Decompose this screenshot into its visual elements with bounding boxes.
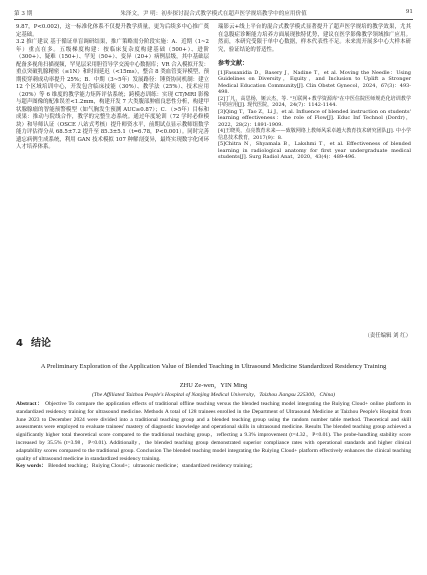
reference-item: [3]Qing T，Tao Z，Li J，et al. Influence of blended instruction on students' learning effectiveness：the role of Flow[J]. Educ Inf Technol (Dordr)，2022，28(2)：1891-1909. bbox=[218, 108, 411, 128]
english-abstract bbox=[16, 401, 411, 471]
abstract-text: Objective To compare the application effects of traditional offline teaching versus the blended teaching model integrating the Ruiying Cloud+ online platform in standardized residency training for ultrasound medicine. Methods A total of 128 trainees enrolled in the Department of Ultrasound Medicine at Taizhou People's Hospital from June 2023 to December 2024 were divided into a traditional teaching group and a blended teaching group using the random number table method. Theoretical and skill assessments were employed to evaluate trainees' mastery of diagnostic knowledge and operational skills in ultrasound medicine. Results The blended teaching group achieved a significantly higher total theoretical score compared to the traditional teaching group，reflecting a 9.3% improvement (t=4.32，P<0.01). The probe-handling stability score increased by 35.5% (t=3.98，P<0.01). Additionally，the blended teaching group demonstrated superior compliance rates with operational standards and higher clinical adaptability scores compared to the traditional group. Conclusion The blended teaching model integrating the Ruiying Cloud+ platform effectively enhances the clinical teaching quality of ultrasound medicine in standardized residency training. bbox=[16, 401, 412, 462]
section-label: 结论 bbox=[30, 338, 51, 349]
english-authors: ZHU Ze-wen，YIN Ming bbox=[179, 382, 248, 389]
reference-item: [5]Chitra N，Shyamala B，Lakshmi T，et al. Effectiveness of blended learning in radiological anatomy for first year undergraduate medical students[J]. Surg Radiol Anat，2020，43(4)：489-496. bbox=[218, 141, 411, 160]
page-number: 91 bbox=[405, 9, 413, 15]
english-affiliation: (The Affiliated Taizhou People's Hospital of Nanjing Medical University，Taizhou Jiangsu 225300，China) bbox=[91, 392, 336, 398]
right-column bbox=[218, 24, 411, 161]
left-column bbox=[16, 24, 209, 152]
reference-item: [1]Fassanidia D，Basery J，Nadine T，et al. Moving the Needle：Using Guidelines on Diversity，Equity，and Inclusion to Uplift a Stronger Medical Education Community[J]. Clin Obstet Gynecol，2024，67(3)：493-498. bbox=[218, 69, 411, 95]
issue-number: 第 3 期 bbox=[14, 11, 33, 17]
keywords-label: Key words： bbox=[16, 463, 47, 470]
section-number: 4 bbox=[16, 338, 23, 349]
paragraph-promotion-advice: 3.2 推广建议 基于循证单盲调研结果，推广策略需分阶段实施：A．近期（1~2年）重点在多。五级梯度构建：按临床复杂度构建基础（500+）、进阶（300+）、疑难（150+）、罕见（50+）、变异（20+）病例层级，其中基础层配备多视角扫描视频，罕见层采用胆管导学交流中心数据库；VR 合入模拟开发：重点突破乳腺精密（≤1N）和时间延迟（<15ms），整合 8 类血管变异模型，预期使穿刺成功率提升 25%；B．中期（3~5年）发展路径：锤资协同机制：建立 12 个区域培训中心，开发包含临床技能（30%）、教学法（25%）、技术应用（20%）等 6 维度的教学能力矩阵评估系统；跨模态训练：实现 CT/MRI 影像与超声图像的配准误差<1.2mm，构建开发 7 大类腹部肿瘤良恶性分析，构建甲状腺腺瘤的智能预警模型（如气胸发生预测 AUC≥0.87）；C．（>5年）目标和成果：推动与院线合作，教学的完整生态系统。通过年度轮训（72 学时必修模块）和导师认证（OSCE 八站式考核）提升师资水平，前期试点显示教师组数学能力评估得分从 68.5±7.2 提升至 85.3±5.1（t=6.78，P<0.001）。同时完善遗忘病例生成系统，利用 GAN 技术模拟 107 种解剖变异，最终实现数字化闭环人才培养体系。 bbox=[16, 39, 209, 150]
reference-item: [2]丁凡，高思杨，姬云杰，等. "互联网+教学资源库"在中医住院医师规范化培训教学中的应用[J]. 现代医院，2024，24(7)：1142-1144. bbox=[218, 95, 411, 108]
keywords-text: Blended teaching；Ruiying Cloud+；ultrasonic medicine；standardized residency training； bbox=[48, 463, 257, 470]
paragraph: 9.87，P<0.002)，这一标准化体系不仅提升教学质量，更为后续多中心推广奠定基础。 bbox=[16, 24, 209, 38]
reference-item: [4]王晓英，点亮教育未来——致敬网络上教师风采卓越大教育技术研究团队[J]. 中小学信息技术教育，2017(9)：8. bbox=[218, 128, 411, 141]
running-title: 朱泽文，尹 明：初步探讨混合式教学模式在超声医学规培教学中的应用价值 bbox=[120, 11, 307, 17]
header-rule bbox=[14, 19, 413, 20]
english-title: A Preliminary Exploration of the Application Value of Blended Teaching in Ultrasound Medicine Standardized Residency Training bbox=[40, 363, 387, 370]
conclusion-heading bbox=[16, 334, 51, 349]
abstract-label: Abstract： bbox=[16, 401, 44, 407]
editor-note: （责任编辑 刘 红） bbox=[364, 333, 411, 339]
references-title: 参考文献： bbox=[218, 60, 249, 67]
paragraph: 瑞影云+线上平台的混合式教学模式显著提升了超声医学规培的教学效果，尤其在急腹症诊断能力培养方面展现独特优势，建议在医学影像教学领域推广应用。然而，本研究受限于单中心数据，样本代表性不足。未来需开展多中心大样本研究，验证结论的普适性。 bbox=[218, 24, 411, 53]
